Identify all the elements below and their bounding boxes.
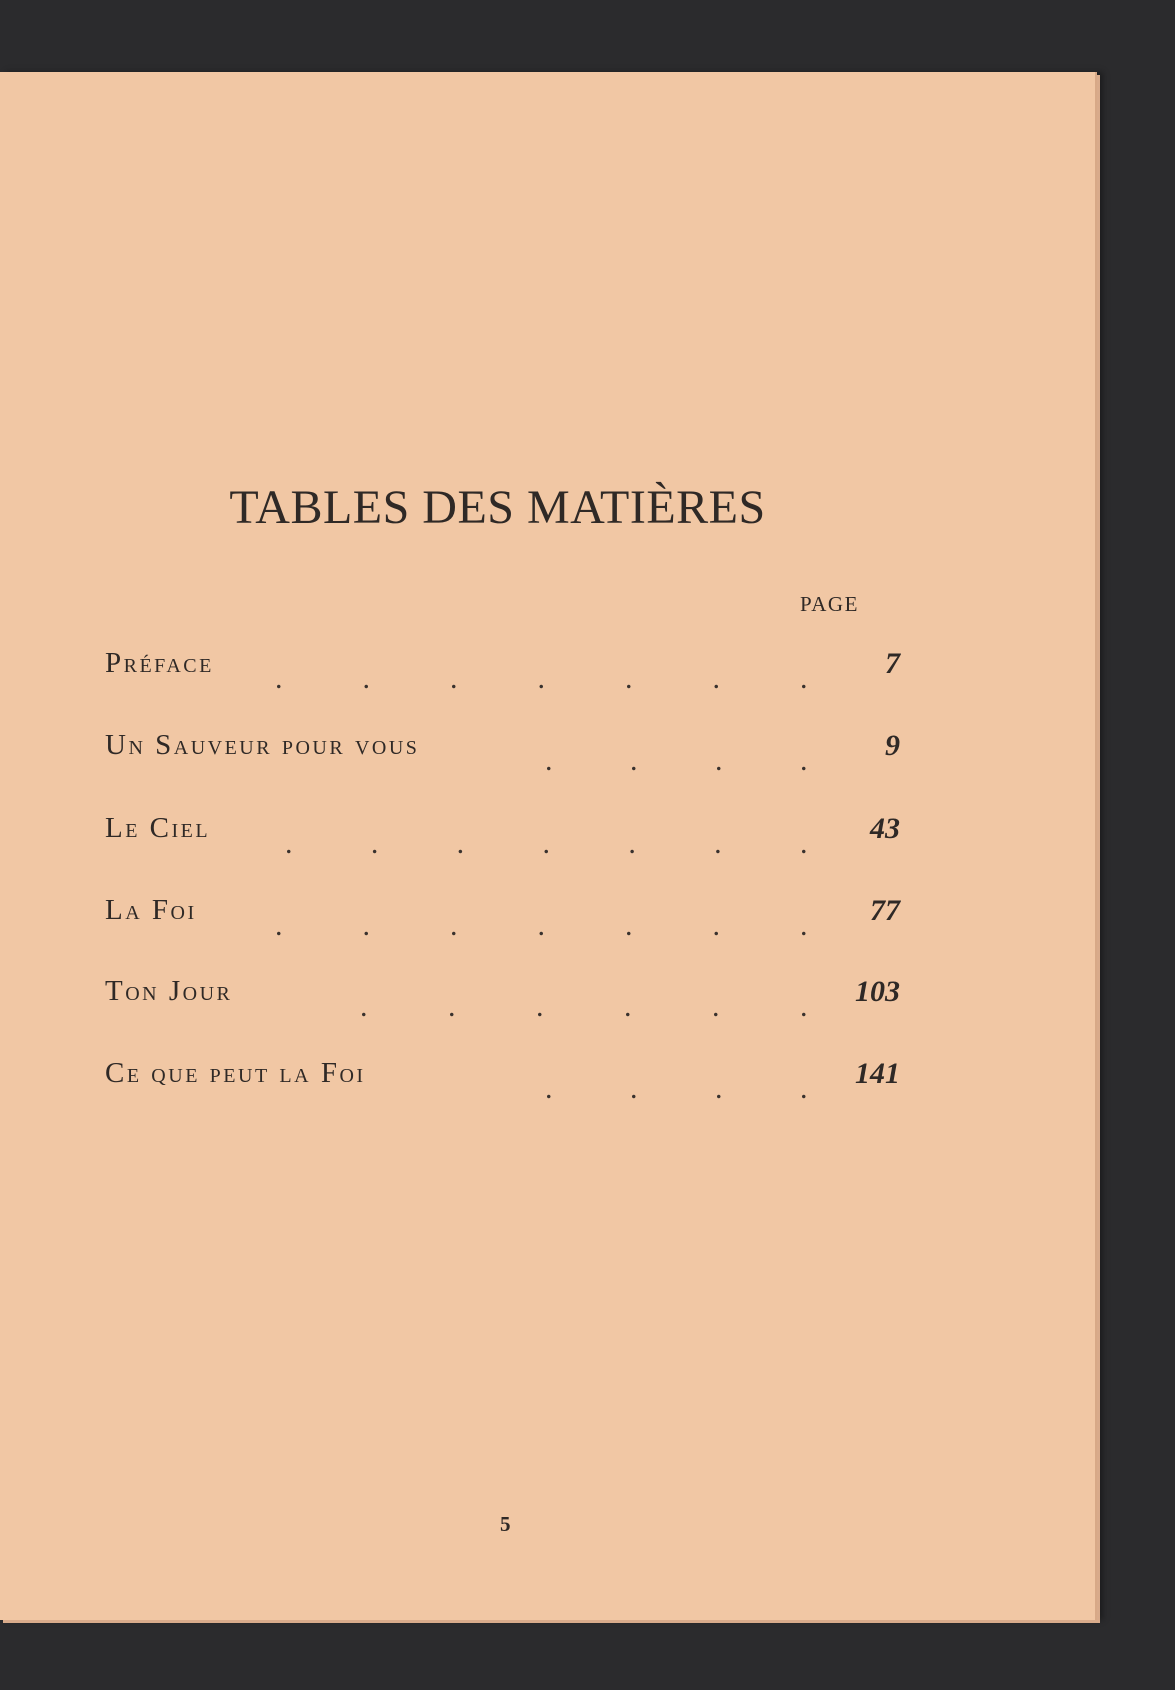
- leader-dot: .: [714, 827, 722, 860]
- leader-dot: .: [456, 827, 465, 860]
- toc-entry-title: Préface: [105, 647, 214, 679]
- leader-dot: .: [370, 827, 379, 860]
- toc-entry-page: 9: [885, 729, 900, 762]
- leader-dot: .: [800, 662, 808, 695]
- leader-dot: .: [360, 990, 368, 1023]
- toc-entry: [105, 894, 900, 944]
- leader-dot: .: [800, 1072, 808, 1105]
- leader-dot: .: [630, 1072, 638, 1105]
- leader-dot: .: [537, 662, 545, 695]
- toc-entry-title: Le Ciel: [105, 812, 211, 844]
- toc-entry-page: 77: [870, 894, 900, 927]
- toc-entry-page: 7: [885, 647, 900, 680]
- leader-dot: .: [715, 744, 723, 777]
- leader-dot: .: [362, 909, 370, 942]
- toc-entry-title: Ce que peut la Foi: [105, 1057, 366, 1089]
- toc-heading: TABLES DES MATIÈRES: [229, 481, 766, 534]
- leader-dot: .: [275, 662, 283, 695]
- leader-dot: .: [450, 662, 458, 695]
- leader-dot: .: [800, 827, 808, 860]
- leader-dot: .: [715, 1072, 723, 1105]
- leader-dot: .: [630, 744, 638, 777]
- toc-entry: [105, 647, 900, 697]
- leader-dot: .: [712, 909, 720, 942]
- leader-dot: .: [545, 744, 553, 777]
- toc-entry-page: 103: [855, 975, 900, 1008]
- leader-dot: .: [545, 1072, 553, 1105]
- toc-entry: [105, 729, 900, 779]
- leader-dot: .: [800, 744, 808, 777]
- toc-entry: [105, 1057, 900, 1107]
- toc-entry-page: 43: [870, 812, 900, 845]
- toc-entry: [105, 812, 900, 862]
- leader-dot: .: [285, 827, 293, 860]
- leader-dot: .: [628, 827, 636, 860]
- leader-dot: .: [625, 662, 633, 695]
- toc-entry-page: 141: [855, 1057, 900, 1090]
- book-page: [0, 72, 1097, 1620]
- leader-dot: .: [536, 990, 544, 1023]
- leader-dot: .: [712, 662, 720, 695]
- toc-entry-title: La Foi: [105, 894, 197, 926]
- leader-dot: .: [275, 909, 283, 942]
- leader-dot: .: [542, 827, 550, 860]
- leader-dot: .: [450, 909, 458, 942]
- toc-entry-title: Un Sauveur pour vous: [105, 729, 420, 761]
- leader-dot: .: [712, 990, 720, 1023]
- toc-entry-title: Ton Jour: [105, 975, 233, 1007]
- leader-dot: .: [800, 909, 808, 942]
- leader-dot: .: [624, 990, 632, 1023]
- leader-dot: .: [448, 990, 456, 1023]
- page-column-label: PAGE: [800, 592, 859, 616]
- leader-dot: .: [537, 909, 545, 942]
- leader-dot: .: [625, 909, 633, 942]
- leader-dot: .: [800, 990, 808, 1023]
- toc-entry: [105, 975, 900, 1025]
- leader-dot: .: [362, 662, 370, 695]
- page-number: 5: [500, 1512, 511, 1536]
